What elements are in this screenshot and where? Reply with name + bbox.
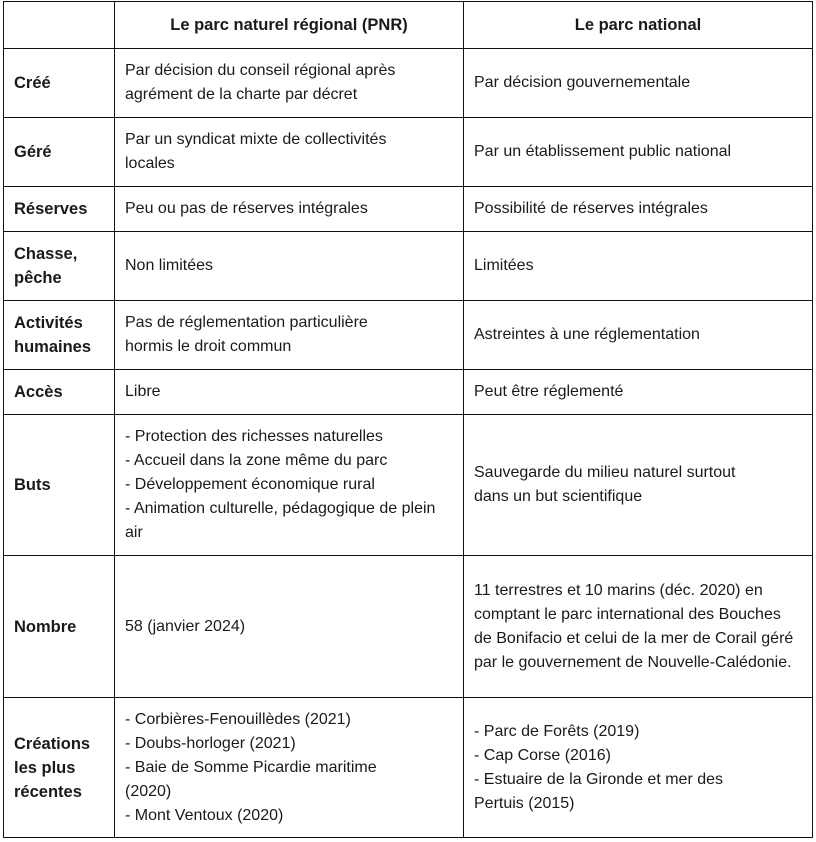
cell-text: Pas de réglementation particulière hormis le droit commun [125,314,368,355]
cell-text: Par un établissement public national [474,143,732,160]
row-label: Créations les plus récentes [4,698,115,838]
row-label: Accès [4,370,115,415]
pnr-cell [115,370,464,415]
table-row [4,187,813,232]
list-item: - Animation culturelle, pédagogique de plein air [125,500,436,541]
header-row [4,2,813,49]
row-label: Buts [4,415,115,556]
row-label: Créé [4,49,115,118]
cell-text: 11 terrestres et 10 marins (déc. 2020) en comptant le parc international des Bouches de Bonifacio et celui de la mer de Corail géré par le gouvernement de Nouvelle-Calédonie. [474,581,794,671]
cell-text: 58 (janvier 2024) [125,617,246,635]
pnr-cell [115,187,464,232]
table-row [4,370,813,415]
cell-text: Possibilité de réserves intégrales [474,200,708,217]
pn-cell [464,232,813,301]
table-row [4,232,813,301]
list-item: - Doubs-horloger (2021) [125,734,296,752]
pn-cell [464,370,813,415]
cell-text: Non limitées [125,257,214,274]
table-row [4,698,813,838]
cell-text: Par décision du conseil régional après agrément de la charte par décret [125,62,396,103]
row-label: Activités humaines [4,301,115,370]
pn-cell [464,49,813,118]
row-label: Nombre [4,556,115,698]
pn-cell [464,187,813,232]
list-item: - Protection des richesses naturelles [125,428,383,445]
row-label: Géré [4,118,115,187]
header-pnr: Le parc naturel régional (PNR) [115,2,464,49]
list-item: - Baie de Somme Picardie maritime (2020) [125,758,377,800]
list-item: - Estuaire de la Gironde et mer des Pertuis (2015) [474,770,724,812]
row-label: Chasse, pêche [4,232,115,301]
comparison-table [3,1,813,838]
cell-text: Libre [125,383,161,400]
cell-text: Sauvegarde du milieu naturel surtout dans un but scientifique [474,464,736,505]
cell-text: Peu ou pas de réserves intégrales [125,200,368,217]
pnr-cell [115,556,464,698]
pnr-cell [115,415,464,556]
list-item: - Développement économique rural [125,476,375,493]
pnr-cell [115,232,464,301]
pn-cell [464,698,813,838]
pnr-cell [115,118,464,187]
cell-text: Par décision gouvernementale [474,74,691,91]
table-row [4,415,813,556]
cell-text: Limitées [474,257,534,274]
pn-cell [464,118,813,187]
pnr-cell [115,698,464,838]
list-item: - Mont Ventoux (2020) [125,806,284,824]
header-parc-national: Le parc national [464,2,813,49]
pn-cell [464,301,813,370]
pn-cell [464,415,813,556]
cell-text: Par un syndicat mixte de collectivités locales [125,131,387,172]
pn-cell [464,556,813,698]
list-item: - Cap Corse (2016) [474,746,611,764]
row-label: Réserves [4,187,115,232]
cell-text: Astreintes à une réglementation [474,326,700,343]
cell-text: Peut être réglementé [474,383,624,400]
header-empty [4,2,115,49]
table-row [4,301,813,370]
table-row [4,118,813,187]
table-row [4,49,813,118]
list-item: - Corbières-Fenouillèdes (2021) [125,710,351,728]
list-item: - Parc de Forêts (2019) [474,722,640,740]
pnr-cell [115,301,464,370]
pnr-cell [115,49,464,118]
table-row [4,556,813,698]
list-item: - Accueil dans la zone même du parc [125,452,388,469]
